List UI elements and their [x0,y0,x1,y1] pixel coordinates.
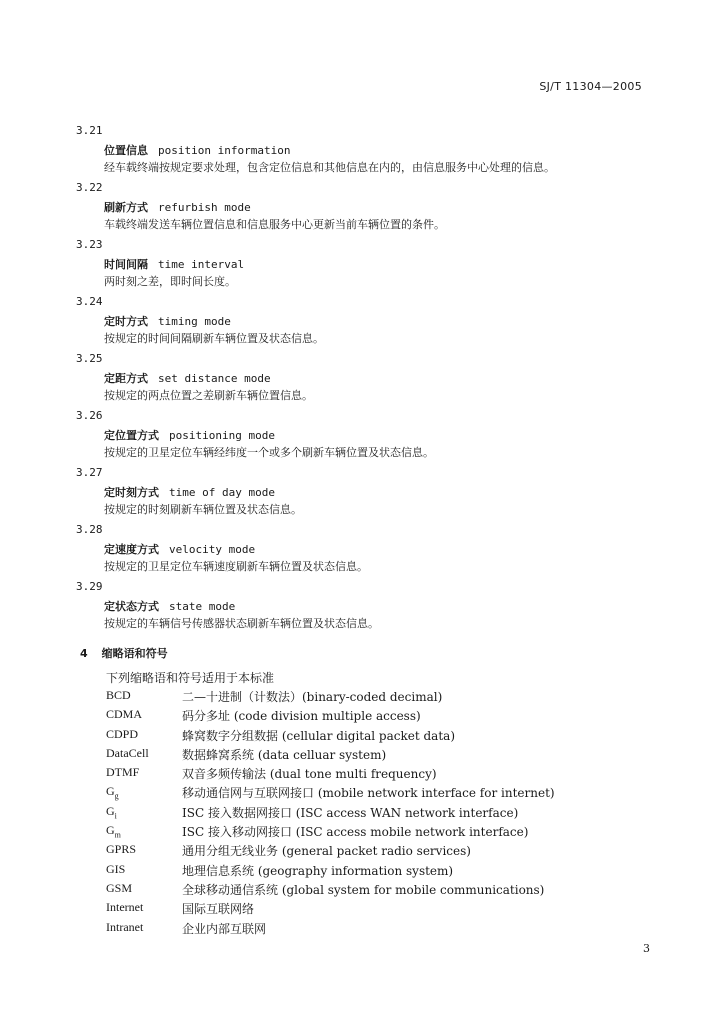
abbreviation-description: ISC 接入数据网接口 (ISC access WAN network interface) [182,805,519,820]
abbreviation-description: 企业内部互联网 [182,921,267,936]
term-title [104,484,275,500]
abbreviation: BCD [106,688,131,702]
abbreviation-row [106,746,626,765]
abbreviation: GSM [106,880,133,895]
abbreviation-row [106,881,626,900]
term-entry [0,466,724,523]
term-name-zh: 位置信息 [104,144,148,157]
term-definition: 按规定的时刻刷新车辆位置及状态信息。 [104,503,302,516]
term-title [104,199,251,215]
term-entry [0,238,724,295]
term-name-zh: 定位置方式 [104,429,159,442]
abbreviation: CDPD [106,726,139,741]
abbreviation-description: 数据蜂窝系统 (data celluar system) [182,747,387,762]
term-list [0,124,724,637]
term-number: 3.27 [76,466,103,479]
term-name-zh: 时间间隔 [104,258,148,271]
term-name-en: position information [158,144,291,157]
section-number: 4 [80,647,88,660]
term-number: 3.24 [76,295,103,308]
term-definition: 按规定的两点位置之差刷新车辆位置信息。 [104,389,313,402]
term-number: 3.28 [76,523,103,536]
section-title: 缩略语和符号 [101,647,168,660]
abbreviation-description: 二—十进制（计数法）(binary-coded decimal) [182,690,443,704]
abbreviation-description: 地理信息系统 (geography information system) [182,863,454,878]
term-number: 3.26 [76,409,103,422]
term-definition: 按规定的卫星定位车辆经纬度一个或多个刷新车辆位置及状态信息。 [104,446,434,459]
term-entry [0,181,724,238]
term-name-en: refurbish mode [158,201,251,214]
abbreviation-row [106,727,626,746]
abbreviation: $G_g$ [106,784,119,801]
term-name-en: time of day mode [169,486,275,499]
term-title [104,598,235,614]
term-number: 3.25 [76,352,103,365]
term-entry [0,124,724,181]
term-entry [0,523,724,580]
term-number: 3.29 [76,580,103,593]
abbreviation-description: 蜂窝数字分组数据 (cellular digital packet data) [182,728,455,743]
abbreviation: GPRS [106,842,137,857]
abbreviation: GIS [106,861,126,876]
abbreviation: DataCell [106,745,149,760]
term-name-zh: 定状态方式 [104,600,159,613]
abbreviation-row [106,804,626,823]
term-definition: 两时刻之差，即时间长度。 [104,275,236,288]
term-name-zh: 定时方式 [104,315,148,328]
abbreviation-description: 双音多频传输法 (dual tone multi frequency) [182,767,437,782]
term-title [104,370,271,386]
term-name-zh: 定距方式 [104,372,148,385]
term-name-en: positioning mode [169,429,275,442]
abbreviation-list [106,688,626,939]
abbreviation: Intranet [106,919,144,934]
term-name-zh: 定时刻方式 [104,486,159,499]
term-entry [0,409,724,466]
term-name-en: time interval [158,258,245,271]
page-number: 3 [643,942,650,955]
abbreviation-description: 码分多址 (code division multiple access) [182,709,421,724]
term-name-en: timing mode [158,315,231,328]
term-title [104,313,231,329]
abbreviation-description: 国际互联网络 [182,902,255,917]
abbreviation: $G_m$ [106,823,121,840]
term-definition: 经车载终端按规定要求处理，包含定位信息和其他信息在内的，由信息服务中心处理的信息。 [104,161,555,174]
standard-code: SJ/T 11304—2005 [539,80,642,93]
abbreviation-row [106,784,626,803]
abbreviation-row [106,900,626,919]
section-heading [80,645,168,661]
term-title [104,541,255,557]
term-name-en: state mode [169,600,236,613]
term-definition: 按规定的时间间隔刷新车辆位置及状态信息。 [104,332,324,345]
abbreviation-row [106,862,626,881]
abbreviation-row [106,823,626,842]
term-number: 3.21 [76,124,103,137]
abbreviation-row [106,920,626,939]
term-title [104,427,275,443]
abbreviation-row [106,842,626,861]
abbreviation: Internet [106,900,144,915]
term-title [104,142,290,158]
term-number: 3.23 [76,238,103,251]
term-entry [0,352,724,409]
abbreviation-description: ISC 接入移动网接口 (ISC access mobile network interface) [182,825,529,840]
term-name-zh: 刷新方式 [104,201,148,214]
abbreviation: DTMF [106,765,140,780]
term-entry [0,580,724,637]
section-intro: 下列缩略语和符号适用于本标准 [106,671,275,685]
term-number: 3.22 [76,181,103,194]
term-definition: 按规定的卫星定位车辆速度刷新车辆位置及状态信息。 [104,560,368,573]
term-name-zh: 定速度方式 [104,543,159,556]
abbreviation-row [106,707,626,726]
abbreviation-description: 移动通信网与互联网接口 (mobile network interface for internet) [182,786,555,801]
abbreviation-row [106,688,626,707]
term-definition: 按规定的车辆信号传感器状态刷新车辆位置及状态信息。 [104,617,379,630]
term-entry [0,295,724,352]
term-title [104,256,244,272]
abbreviation: CDMA [106,707,143,722]
abbreviation-row [106,765,626,784]
abbreviation-description: 全球移动通信系统 (global system for mobile communications) [182,882,545,897]
term-name-en: velocity mode [169,543,256,556]
term-name-en: set distance mode [158,372,271,385]
abbreviation: $G_i$ [106,803,117,821]
term-definition: 车载终端发送车辆位置信息和信息服务中心更新当前车辆位置的条件。 [104,218,445,231]
abbreviation-description: 通用分组无线业务 (general packet radio services) [182,844,471,859]
